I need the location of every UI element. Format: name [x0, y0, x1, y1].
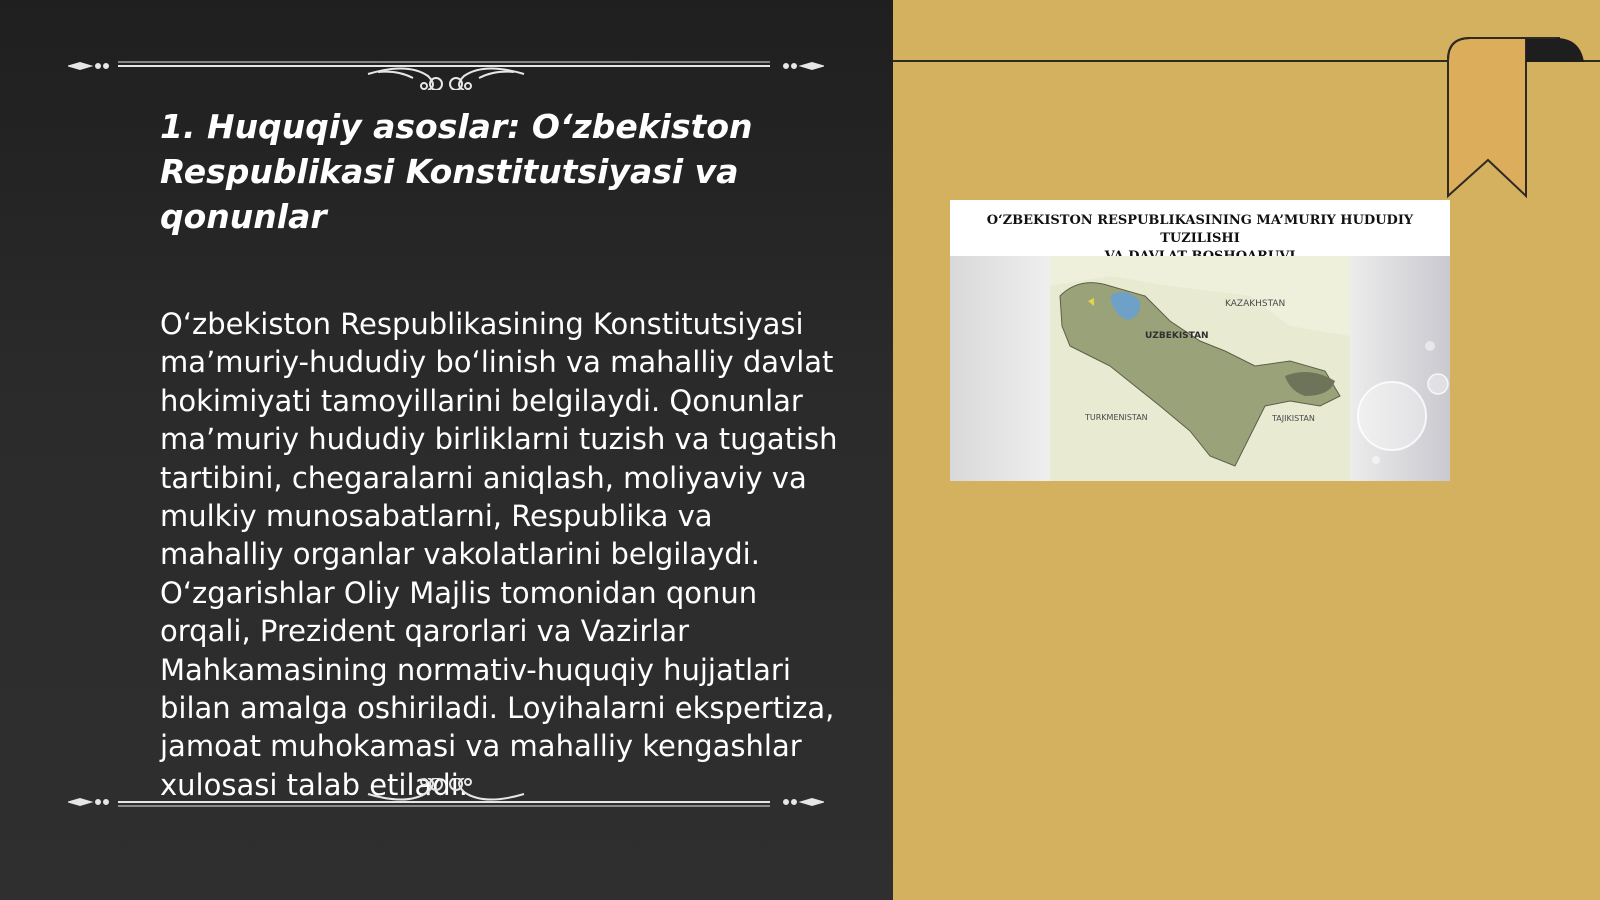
- map-label-turkmenistan: TURKMENISTAN: [1085, 413, 1148, 422]
- ornament-divider-top-icon: [68, 42, 824, 90]
- slide-title: 1. Huquqiy asoslar: O‘zbekiston Respublikasi Konstitutsiyasi va qonunlar: [160, 107, 753, 236]
- map-caption-line-1: O‘ZBEKISTON RESPUBLIKASINING MA’MURIY HUDUDIY TUZILISHI: [986, 213, 1414, 246]
- slide-body-text: O‘zbekiston Respublikasining Konstitutsiyasi ma’muriy-hududiy bo‘linish va mahalliy davlat hokimiyati tamoyillarini belgilaydi. Qonunlar ma’muriy hududiy birliklarni tuzish va tugatish tartibini, chegaralarni aniqlash, moliyaviy va mulkiy munosabatlarni, Respublika va mahalliy organlar vakolatlarini belgilaydi. O‘zgarishlar Oliy Majlis tomonidan qonun orqali, Prezident qarorlari va Vazirlar Mahkamasining normativ-huquqiy hujjatlari bilan amalga oshiriladi. Loyihalarni ekspertiza, jamoat muhokamasi va mahalliy kengashlar xulosasi talab etiladi.: [160, 307, 838, 802]
- ornament-divider-bottom-icon: [68, 778, 824, 826]
- water-droplets-decoration: [1350, 256, 1450, 481]
- bookmark-icon: [1430, 36, 1600, 206]
- uzbekistan-map: [1050, 256, 1350, 481]
- map-label-uzbekistan: UZBEKISTAN: [1145, 331, 1209, 341]
- map-label-tajikistan: TAJIKISTAN: [1272, 414, 1315, 423]
- map-label-kazakhstan: KAZAKHSTAN: [1225, 299, 1286, 309]
- map-caption: [950, 200, 1450, 256]
- map-image: [950, 200, 1450, 481]
